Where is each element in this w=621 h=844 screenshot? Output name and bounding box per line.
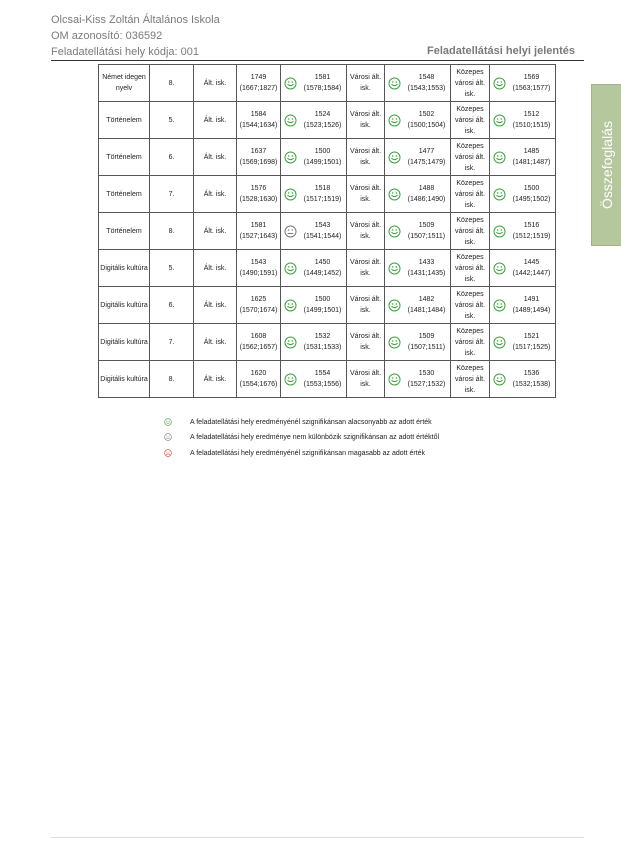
comparison-icon-cell bbox=[385, 250, 404, 287]
comparison-icon-cell bbox=[385, 176, 404, 213]
smiley-icon bbox=[388, 299, 401, 312]
city-score: 1502 bbox=[418, 111, 435, 118]
subject-cell: Digitális kultúra bbox=[99, 250, 150, 287]
subject-cell: Digitális kultúra bbox=[99, 361, 150, 398]
results-table bbox=[98, 64, 556, 398]
grade-cell: 5. bbox=[150, 102, 194, 139]
mid-city-ci: (1517;1525) bbox=[512, 344, 551, 351]
site-score: 1581 bbox=[250, 222, 267, 229]
grade-cell: 6. bbox=[150, 139, 194, 176]
smiley-icon bbox=[388, 225, 401, 238]
comparison-icon-cell bbox=[385, 65, 404, 102]
mid-city-score: 1536 bbox=[523, 370, 540, 377]
smiley-icon bbox=[493, 225, 506, 238]
site-score-cell bbox=[237, 65, 281, 102]
city-score: 1482 bbox=[418, 296, 435, 303]
city-score-cell bbox=[403, 176, 451, 213]
city-score: 1488 bbox=[418, 185, 435, 192]
city-score-cell bbox=[403, 213, 451, 250]
national-score-cell bbox=[299, 176, 347, 213]
mid-city-score-cell bbox=[508, 139, 556, 176]
mid-city-type-cell: Közepes városi ált. isk. bbox=[451, 213, 490, 250]
smiley-neutral-icon bbox=[164, 433, 172, 441]
city-ci: (1486;1490) bbox=[407, 196, 446, 203]
city-type-cell: Városi ált. isk. bbox=[347, 176, 385, 213]
site-ci: (1527;1643) bbox=[239, 233, 278, 240]
smiley-icon bbox=[284, 299, 297, 312]
legend-item-lower bbox=[164, 418, 432, 426]
school-type-cell: Ált. isk. bbox=[194, 176, 237, 213]
school-type-cell: Ált. isk. bbox=[194, 324, 237, 361]
mid-city-score-cell bbox=[508, 213, 556, 250]
table-row bbox=[99, 102, 556, 139]
city-type-cell: Városi ált. isk. bbox=[347, 250, 385, 287]
site-ci: (1544;1634) bbox=[239, 122, 278, 129]
national-score: 1500 bbox=[314, 148, 331, 155]
smiley-icon bbox=[284, 225, 297, 238]
city-type-cell: Városi ált. isk. bbox=[347, 361, 385, 398]
comparison-icon-cell bbox=[490, 361, 509, 398]
city-score: 1433 bbox=[418, 259, 435, 266]
smiley-icon bbox=[284, 336, 297, 349]
table-row bbox=[99, 139, 556, 176]
comparison-icon-cell bbox=[385, 102, 404, 139]
smiley-icon bbox=[388, 77, 401, 90]
smiley-icon bbox=[388, 188, 401, 201]
grade-cell: 8. bbox=[150, 361, 194, 398]
site-score: 1608 bbox=[250, 333, 267, 340]
site-score-cell bbox=[237, 102, 281, 139]
smiley-icon bbox=[493, 299, 506, 312]
mid-city-score-cell bbox=[508, 65, 556, 102]
city-type-cell: Városi ált. isk. bbox=[347, 287, 385, 324]
comparison-icon-cell bbox=[281, 65, 300, 102]
site-ci: (1569;1698) bbox=[239, 159, 278, 166]
mid-city-score-cell bbox=[508, 102, 556, 139]
city-ci: (1527;1532) bbox=[407, 381, 446, 388]
mid-city-ci: (1442;1447) bbox=[512, 270, 551, 277]
grade-cell: 6. bbox=[150, 287, 194, 324]
comparison-icon-cell bbox=[490, 213, 509, 250]
national-score: 1532 bbox=[314, 333, 331, 340]
comparison-icon-cell bbox=[281, 176, 300, 213]
mid-city-score-cell bbox=[508, 250, 556, 287]
site-ci: (1490;1591) bbox=[239, 270, 278, 277]
header-divider bbox=[51, 60, 584, 61]
city-type-cell: Városi ált. isk. bbox=[347, 65, 385, 102]
smiley-icon bbox=[388, 262, 401, 275]
mid-city-ci: (1563;1577) bbox=[512, 85, 551, 92]
smiley-icon bbox=[284, 262, 297, 275]
smiley-icon bbox=[493, 188, 506, 201]
site-score-cell bbox=[237, 250, 281, 287]
national-score: 1518 bbox=[314, 185, 331, 192]
smiley-icon bbox=[388, 114, 401, 127]
mid-city-type-cell: Közepes városi ált. isk. bbox=[451, 324, 490, 361]
city-ci: (1431;1435) bbox=[407, 270, 446, 277]
smiley-icon bbox=[388, 151, 401, 164]
mid-city-score: 1445 bbox=[523, 259, 540, 266]
side-tab-summary[interactable] bbox=[591, 84, 621, 246]
grade-cell: 5. bbox=[150, 250, 194, 287]
school-type-cell: Ált. isk. bbox=[194, 65, 237, 102]
site-score: 1584 bbox=[250, 111, 267, 118]
national-score-cell bbox=[299, 250, 347, 287]
legend-item-higher bbox=[164, 449, 425, 457]
subject-cell: Történelem bbox=[99, 102, 150, 139]
site-score: 1625 bbox=[250, 296, 267, 303]
school-type-cell: Ált. isk. bbox=[194, 250, 237, 287]
subject-cell: Digitális kultúra bbox=[99, 287, 150, 324]
comparison-icon-cell bbox=[281, 324, 300, 361]
smiley-icon bbox=[284, 77, 297, 90]
city-score-cell bbox=[403, 361, 451, 398]
mid-city-ci: (1512;1519) bbox=[512, 233, 551, 240]
site-ci: (1570;1674) bbox=[239, 307, 278, 314]
city-score: 1477 bbox=[418, 148, 435, 155]
side-tab-label: Összefoglalás bbox=[598, 121, 615, 209]
school-type-cell: Ált. isk. bbox=[194, 213, 237, 250]
comparison-icon-cell bbox=[385, 139, 404, 176]
comparison-icon-cell bbox=[490, 102, 509, 139]
national-ci: (1517;1519) bbox=[303, 196, 342, 203]
comparison-icon-cell bbox=[281, 250, 300, 287]
legend-text: A feladatellátási hely eredménye nem különbözik szignifikánsan az adott értéktől bbox=[190, 433, 440, 441]
site-score-cell bbox=[237, 361, 281, 398]
city-score-cell bbox=[403, 250, 451, 287]
subject-cell: Történelem bbox=[99, 139, 150, 176]
city-score-cell bbox=[403, 324, 451, 361]
mid-city-score: 1512 bbox=[523, 111, 540, 118]
mid-city-score: 1516 bbox=[523, 222, 540, 229]
smiley-green-icon bbox=[164, 418, 172, 426]
comparison-icon-cell bbox=[281, 213, 300, 250]
table-row bbox=[99, 250, 556, 287]
school-type-cell: Ált. isk. bbox=[194, 287, 237, 324]
site-ci: (1554;1676) bbox=[239, 381, 278, 388]
comparison-icon-cell bbox=[490, 324, 509, 361]
city-score: 1548 bbox=[418, 74, 435, 81]
city-score: 1530 bbox=[418, 370, 435, 377]
grade-cell: 7. bbox=[150, 176, 194, 213]
table-row bbox=[99, 176, 556, 213]
grade-cell: 8. bbox=[150, 213, 194, 250]
smiley-red-icon bbox=[164, 449, 172, 457]
mid-city-type-cell: Közepes városi ált. isk. bbox=[451, 361, 490, 398]
national-score: 1554 bbox=[314, 370, 331, 377]
mid-city-score: 1491 bbox=[523, 296, 540, 303]
mid-city-score-cell bbox=[508, 361, 556, 398]
smiley-icon bbox=[493, 336, 506, 349]
city-type-cell: Városi ált. isk. bbox=[347, 139, 385, 176]
legend-item-same bbox=[164, 433, 439, 441]
subject-cell: Történelem bbox=[99, 176, 150, 213]
site-score: 1637 bbox=[250, 148, 267, 155]
national-ci: (1531;1533) bbox=[303, 344, 342, 351]
mid-city-ci: (1489;1494) bbox=[512, 307, 551, 314]
comparison-icon-cell bbox=[281, 287, 300, 324]
mid-city-ci: (1495;1502) bbox=[512, 196, 551, 203]
city-score-cell bbox=[403, 65, 451, 102]
mid-city-score-cell bbox=[508, 324, 556, 361]
smiley-icon bbox=[493, 114, 506, 127]
smiley-icon bbox=[284, 373, 297, 386]
smiley-icon bbox=[388, 336, 401, 349]
site-score-cell bbox=[237, 139, 281, 176]
smiley-icon bbox=[388, 373, 401, 386]
subject-cell: Digitális kultúra bbox=[99, 324, 150, 361]
national-ci: (1541;1544) bbox=[303, 233, 342, 240]
mid-city-score: 1569 bbox=[523, 74, 540, 81]
smiley-icon bbox=[284, 188, 297, 201]
city-ci: (1507;1511) bbox=[407, 344, 446, 351]
subject-cell: Német idegen nyelv bbox=[99, 65, 150, 102]
school-type-cell: Ált. isk. bbox=[194, 102, 237, 139]
city-score-cell bbox=[403, 139, 451, 176]
city-score-cell bbox=[403, 287, 451, 324]
mid-city-score: 1521 bbox=[523, 333, 540, 340]
grade-cell: 8. bbox=[150, 65, 194, 102]
site-ci: (1667;1827) bbox=[239, 85, 278, 92]
city-ci: (1543;1553) bbox=[407, 85, 446, 92]
comparison-icon-cell bbox=[385, 213, 404, 250]
comparison-icon-cell bbox=[281, 102, 300, 139]
national-score-cell bbox=[299, 324, 347, 361]
national-score-cell bbox=[299, 287, 347, 324]
site-score: 1576 bbox=[250, 185, 267, 192]
grade-cell: 7. bbox=[150, 324, 194, 361]
city-ci: (1475;1479) bbox=[407, 159, 446, 166]
national-score: 1450 bbox=[314, 259, 331, 266]
site-code: Feladatellátási hely kódja: 001 bbox=[51, 46, 199, 58]
school-name: Olcsai-Kiss Zoltán Általános Iskola bbox=[51, 14, 220, 26]
comparison-icon-cell bbox=[385, 361, 404, 398]
mid-city-type-cell: Közepes városi ált. isk. bbox=[451, 287, 490, 324]
national-score-cell bbox=[299, 65, 347, 102]
om-id: OM azonosító: 036592 bbox=[51, 30, 163, 42]
mid-city-score-cell bbox=[508, 176, 556, 213]
site-score-cell bbox=[237, 213, 281, 250]
national-ci: (1553;1556) bbox=[303, 381, 342, 388]
legend-text: A feladatellátási hely eredményénél szignifikánsan magasabb az adott érték bbox=[190, 449, 426, 457]
mid-city-type-cell: Közepes városi ált. isk. bbox=[451, 65, 490, 102]
city-ci: (1481;1484) bbox=[407, 307, 446, 314]
comparison-icon-cell bbox=[385, 287, 404, 324]
mid-city-type-cell: Közepes városi ált. isk. bbox=[451, 176, 490, 213]
city-ci: (1500;1504) bbox=[407, 122, 446, 129]
city-type-cell: Városi ált. isk. bbox=[347, 213, 385, 250]
comparison-icon-cell bbox=[490, 65, 509, 102]
report-title: Feladatellátási helyi jelentés bbox=[427, 45, 575, 57]
smiley-icon bbox=[493, 77, 506, 90]
site-score: 1620 bbox=[250, 370, 267, 377]
site-score: 1543 bbox=[250, 259, 267, 266]
mid-city-score: 1500 bbox=[523, 185, 540, 192]
site-score-cell bbox=[237, 287, 281, 324]
city-ci: (1507;1511) bbox=[407, 233, 446, 240]
mid-city-ci: (1510;1515) bbox=[512, 122, 551, 129]
site-ci: (1528;1630) bbox=[239, 196, 278, 203]
footer-divider bbox=[51, 837, 584, 838]
legend-text: A feladatellátási hely eredményénél szignifikánsan alacsonyabb az adott érték bbox=[190, 418, 432, 426]
comparison-icon-cell bbox=[281, 139, 300, 176]
table-row bbox=[99, 324, 556, 361]
national-score-cell bbox=[299, 139, 347, 176]
site-score-cell bbox=[237, 176, 281, 213]
mid-city-score: 1485 bbox=[523, 148, 540, 155]
national-score-cell bbox=[299, 213, 347, 250]
national-score-cell bbox=[299, 361, 347, 398]
smiley-icon bbox=[493, 262, 506, 275]
comparison-icon-cell bbox=[490, 176, 509, 213]
table-row bbox=[99, 65, 556, 102]
school-type-cell: Ált. isk. bbox=[194, 139, 237, 176]
smiley-icon bbox=[493, 373, 506, 386]
smiley-icon bbox=[493, 151, 506, 164]
national-score: 1500 bbox=[314, 296, 331, 303]
mid-city-type-cell: Közepes városi ált. isk. bbox=[451, 250, 490, 287]
mid-city-type-cell: Közepes városi ált. isk. bbox=[451, 102, 490, 139]
mid-city-ci: (1481;1487) bbox=[512, 159, 551, 166]
comparison-icon-cell bbox=[490, 250, 509, 287]
table-row bbox=[99, 213, 556, 250]
city-score: 1509 bbox=[418, 333, 435, 340]
smiley-icon bbox=[284, 151, 297, 164]
city-score: 1509 bbox=[418, 222, 435, 229]
comparison-icon-cell bbox=[281, 361, 300, 398]
table-row bbox=[99, 287, 556, 324]
site-ci: (1562;1657) bbox=[239, 344, 278, 351]
mid-city-score-cell bbox=[508, 287, 556, 324]
site-score: 1749 bbox=[250, 74, 267, 81]
city-type-cell: Városi ált. isk. bbox=[347, 324, 385, 361]
comparison-icon-cell bbox=[490, 287, 509, 324]
national-ci: (1578;1584) bbox=[303, 85, 342, 92]
national-ci: (1449;1452) bbox=[303, 270, 342, 277]
school-type-cell: Ált. isk. bbox=[194, 361, 237, 398]
site-score-cell bbox=[237, 324, 281, 361]
national-score: 1524 bbox=[314, 111, 331, 118]
city-type-cell: Városi ált. isk. bbox=[347, 102, 385, 139]
comparison-icon-cell bbox=[490, 139, 509, 176]
table-row bbox=[99, 361, 556, 398]
mid-city-ci: (1532;1538) bbox=[512, 381, 551, 388]
smiley-icon bbox=[284, 114, 297, 127]
national-ci: (1499;1501) bbox=[303, 307, 342, 314]
subject-cell: Történelem bbox=[99, 213, 150, 250]
comparison-icon-cell bbox=[385, 324, 404, 361]
national-ci: (1499;1501) bbox=[303, 159, 342, 166]
national-ci: (1523;1526) bbox=[303, 122, 342, 129]
mid-city-type-cell: Közepes városi ált. isk. bbox=[451, 139, 490, 176]
national-score: 1543 bbox=[314, 222, 331, 229]
national-score-cell bbox=[299, 102, 347, 139]
national-score: 1581 bbox=[314, 74, 331, 81]
city-score-cell bbox=[403, 102, 451, 139]
